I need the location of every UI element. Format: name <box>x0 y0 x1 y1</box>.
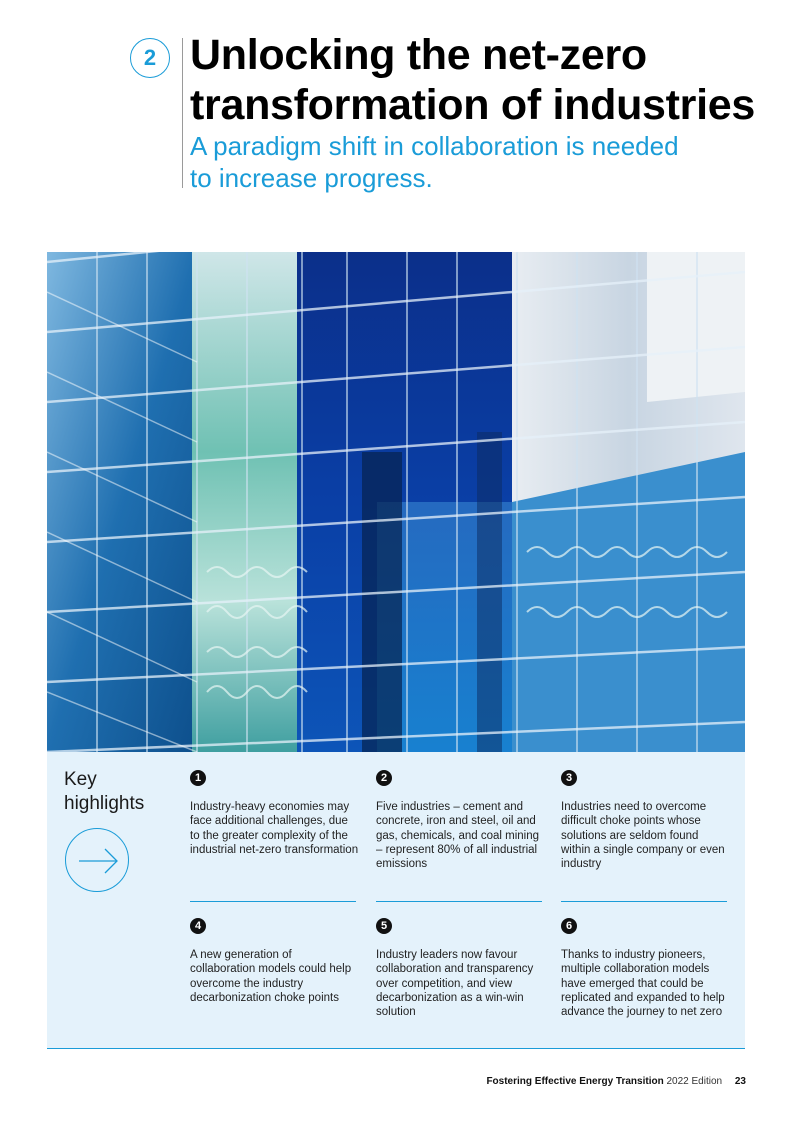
highlight-divider-2 <box>376 901 542 902</box>
page-footer <box>486 1076 746 1087</box>
key-highlights-panel <box>47 752 745 1049</box>
highlight-number-4: 4 <box>190 918 206 934</box>
chapter-number-badge <box>130 38 170 78</box>
highlight-item-1 <box>190 770 360 857</box>
highlight-text-5: Industry leaders now favour collaboration and transparency over competition, and view decarbonization as a win-win solution <box>376 949 534 1019</box>
highlight-number-6: 6 <box>561 918 577 934</box>
highlight-text-1: Industry-heavy economies may face additional challenges, due to the greater complexity of the industrial net-zero transformation <box>190 801 359 856</box>
highlight-text-4: A new generation of collaboration models could help overcome the industry decarbonization choke points <box>190 949 352 1004</box>
page-title <box>190 30 755 130</box>
page-subtitle-line-1: A paradigm shift in collaboration is needed <box>190 131 679 161</box>
hero-image-glass-buildings <box>47 252 745 752</box>
highlight-divider-3 <box>561 901 727 902</box>
highlight-item-4 <box>190 918 360 1005</box>
footer-edition: 2022 Edition <box>666 1076 723 1087</box>
footer-publication: Fostering Effective Energy Transition <box>486 1076 664 1087</box>
page-subtitle <box>190 130 679 194</box>
highlight-number-3: 3 <box>561 770 577 786</box>
highlight-item-3 <box>561 770 731 871</box>
highlight-item-5 <box>376 918 546 1019</box>
highlight-text-3: Industries need to overcome difficult choke points whose solutions are seldom found within a single company or even industry <box>561 801 725 871</box>
highlight-number-2: 2 <box>376 770 392 786</box>
page-title-line-2: transformation of industries <box>190 81 755 129</box>
highlight-text-6: Thanks to industry pioneers, multiple collaboration models have emerged that could be replicated and expanded to help advance the journey to net zero <box>561 949 725 1019</box>
highlight-item-2 <box>376 770 546 871</box>
key-highlights-label: Key highlights <box>64 769 145 814</box>
highlight-text-2: Five industries – cement and concrete, iron and steel, oil and gas, chemicals, and coal mining – represent 80% of all industrial emissions <box>376 801 539 871</box>
chapter-number: 2 <box>143 45 157 70</box>
highlight-number-1: 1 <box>190 770 206 786</box>
page-subtitle-line-2: to increase progress. <box>190 163 433 193</box>
highlight-number-5: 5 <box>376 918 392 934</box>
highlight-item-6 <box>561 918 731 1019</box>
arrow-right-icon <box>65 828 129 892</box>
page-title-line-1: Unlocking the net-zero <box>190 31 647 79</box>
highlight-divider-1 <box>190 901 356 902</box>
title-divider <box>182 38 183 188</box>
footer-page-number: 23 <box>734 1076 746 1087</box>
